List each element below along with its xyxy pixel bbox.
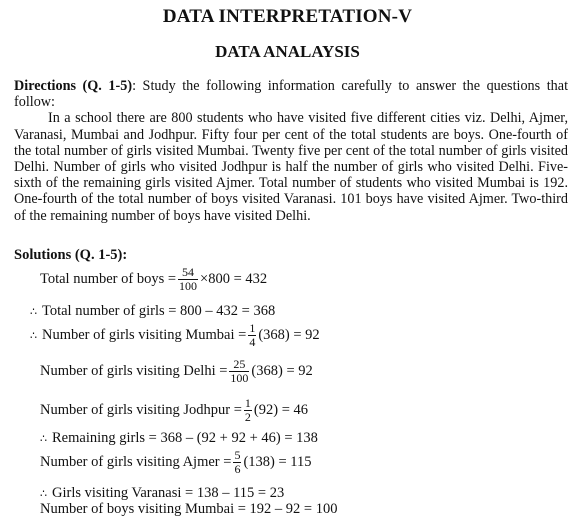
fraction-denominator: 100 bbox=[230, 371, 249, 385]
fraction-denominator: 100 bbox=[179, 279, 198, 293]
fraction-numerator: 54 bbox=[182, 265, 195, 279]
page-title: DATA INTERPRETATION-V bbox=[162, 6, 413, 27]
directions-label: Directions (Q. 1-5) bbox=[14, 78, 133, 94]
therefore-icon: ∴ bbox=[40, 488, 47, 500]
equation-girls-varanasi bbox=[40, 485, 284, 502]
directions-paragraph bbox=[14, 78, 568, 224]
equation-result: (92) = 46 bbox=[253, 402, 308, 418]
equation-total-girls bbox=[30, 303, 275, 320]
equation-text: Number of girls visiting Mumbai = bbox=[42, 327, 247, 343]
fraction bbox=[229, 358, 249, 385]
fraction bbox=[233, 449, 241, 476]
fraction bbox=[244, 397, 252, 424]
fraction-denominator: 4 bbox=[249, 335, 256, 349]
equation-text: Total number of girls = 800 – 432 = 368 bbox=[42, 303, 276, 319]
fraction bbox=[248, 322, 256, 349]
equation-result: (368) = 92 bbox=[258, 327, 320, 343]
equation-girls-delhi bbox=[40, 358, 313, 385]
fraction-numerator: 1 bbox=[244, 396, 251, 410]
equation-text: Number of girls visiting Delhi = bbox=[40, 363, 228, 379]
equation-girls-ajmer bbox=[40, 449, 311, 476]
fraction bbox=[178, 266, 198, 293]
directions-body: In a school there are 800 students who have visited five different cities viz. Delhi, Ajmer, Varanasi, Mumbai and Jodhpur. Fifty four per cent of the total students are boys. One-fourth of the total number of girls visited Mumbai. Twenty five per cent of the total number of girls visited Delhi. Number of girls who visited Jodhpur is half the number of girls who visited Delhi. Five-sixth of the remaining girls visited Ajmer. Total number of students who visited Mumbai is 192. One-fourth of the total number of boys visited Varanasi. 101 boys have visited Ajmer. Two-third of the remaining number of boys have visited Delhi. bbox=[14, 110, 568, 224]
equation-result: (368) = 92 bbox=[251, 363, 313, 379]
fraction-denominator: 6 bbox=[234, 462, 241, 476]
fraction-denominator: 2 bbox=[244, 410, 251, 424]
equation-text: Remaining girls = 368 – (92 + 92 + 46) = 138 bbox=[52, 430, 318, 446]
fraction-numerator: 5 bbox=[234, 448, 241, 462]
equation-result: ×800 = 432 bbox=[200, 271, 268, 287]
therefore-icon: ∴ bbox=[40, 433, 47, 445]
therefore-icon: ∴ bbox=[30, 306, 37, 318]
equation-text: Total number of boys = bbox=[40, 271, 177, 287]
equation-remaining-girls bbox=[40, 430, 318, 447]
page-subtitle: DATA ANALAYSIS bbox=[215, 42, 360, 61]
fraction-numerator: 1 bbox=[249, 321, 256, 335]
equation-girls-mumbai bbox=[30, 322, 320, 349]
equation-total-boys bbox=[40, 266, 267, 293]
directions-intro: : Study the following information carefully to answer the questions that follow: bbox=[14, 78, 569, 111]
equation-girls-jodhpur bbox=[40, 397, 308, 424]
equation-text: Girls visiting Varanasi = 138 – 115 = 23 bbox=[52, 485, 285, 501]
solutions-title: Solutions (Q. 1-5): bbox=[14, 247, 128, 263]
equation-text: Number of girls visiting Jodhpur = bbox=[40, 402, 242, 418]
equation-text: Number of boys visiting Mumbai = 192 – 92 = 100 bbox=[40, 501, 338, 517]
therefore-icon: ∴ bbox=[30, 330, 37, 342]
equation-text: Number of girls visiting Ajmer = bbox=[40, 454, 232, 470]
fraction-numerator: 25 bbox=[233, 357, 246, 371]
equation-result: (138) = 115 bbox=[243, 454, 312, 470]
equation-boys-mumbai bbox=[40, 501, 337, 518]
